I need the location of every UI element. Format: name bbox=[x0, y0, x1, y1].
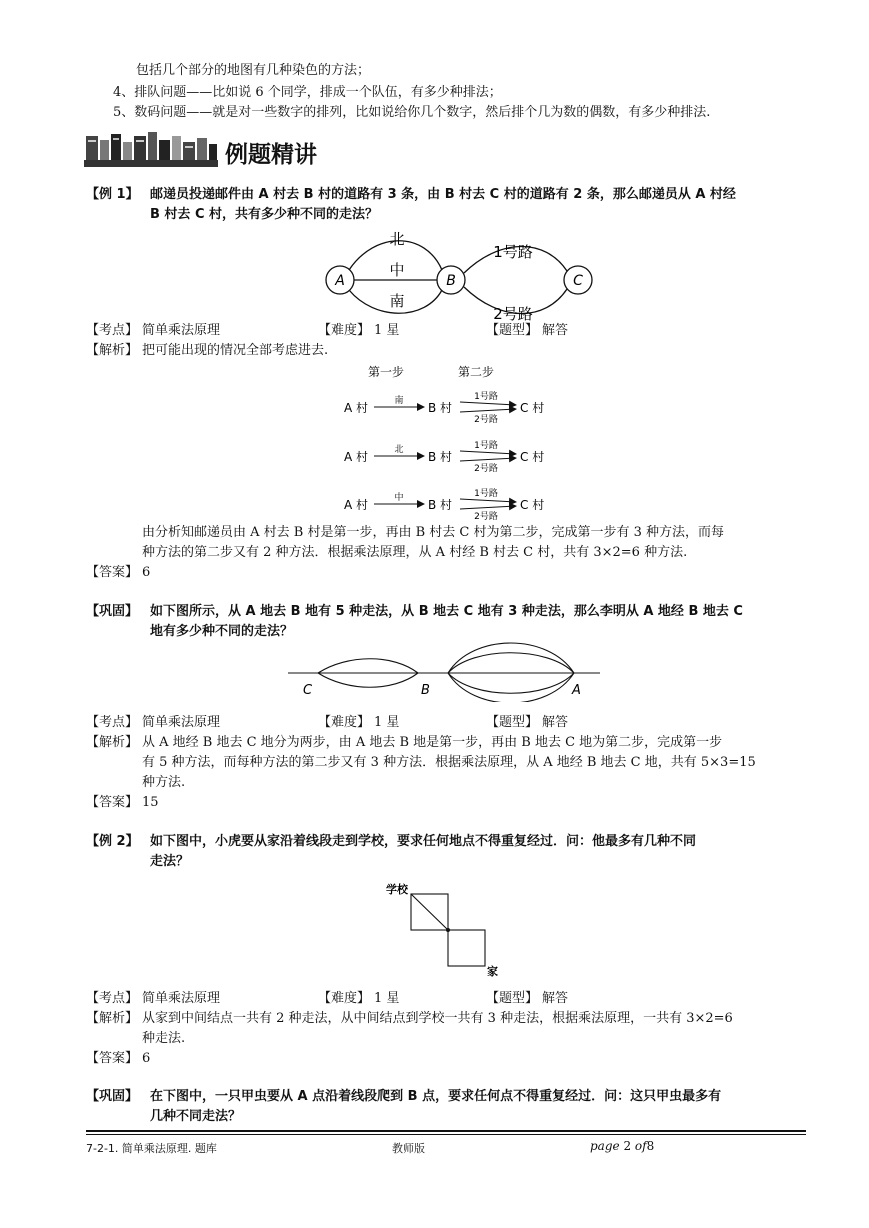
ex1-step-diagram bbox=[330, 360, 570, 520]
gg1-answer-value: 15 bbox=[142, 795, 159, 810]
ex1-question-line-2: B 村去 C 村，共有多少种不同的走法？ bbox=[150, 207, 379, 222]
step2-label: 第二步 bbox=[458, 365, 495, 379]
ex2-tag: 【例 2】 bbox=[86, 834, 139, 849]
ex2-question-line-1: 如下图中，小虎要从家沿着线段走到学校，要求任何地点不得重复经过．问：他最多有几种不同 bbox=[150, 834, 697, 849]
gg1-point-b: B bbox=[421, 683, 430, 698]
row3-b-village: B 村 bbox=[428, 498, 453, 512]
ex1-kaodian-key: 【考点】 bbox=[86, 323, 139, 338]
gg1-tag: 【巩固】 bbox=[86, 604, 139, 619]
books-icon bbox=[84, 130, 218, 168]
ex2-nandu-key: 【难度】 bbox=[318, 991, 371, 1006]
row3-c-village: C 村 bbox=[520, 498, 545, 512]
gg1-question-line-2: 地有多少种不同的走法？ bbox=[150, 624, 294, 639]
ex1-tixing-key: 【题型】 bbox=[486, 323, 539, 338]
footer-of-word: of bbox=[634, 1139, 647, 1153]
row2-road-north: 北 bbox=[394, 445, 404, 455]
gg1-point-c: C bbox=[303, 683, 313, 698]
ex1-answer-value: 6 bbox=[142, 565, 151, 580]
step-row-middle bbox=[344, 487, 544, 520]
footer-left: 7-2-1. 简单乘法原理. 题库 bbox=[86, 1142, 217, 1155]
row2-b-village: B 村 bbox=[428, 450, 453, 464]
row3-road-1: 1号路 bbox=[474, 489, 498, 499]
footer-center: 教师版 bbox=[392, 1142, 425, 1155]
ex1-analysis-line-1: 由分析知邮递员由 A 村去 B 村是第一步，再由 B 村去 C 村为第二步，完成第一步有 3 种方法，而每 bbox=[142, 525, 725, 540]
ex2-answer-key: 【答案】 bbox=[86, 1051, 139, 1066]
row2-c-village: C 村 bbox=[520, 450, 545, 464]
gg1-jiexi-key: 【解析】 bbox=[86, 735, 139, 750]
ex2-question-line-2: 走法？ bbox=[150, 854, 190, 869]
row1-road-2: 2号路 bbox=[474, 415, 498, 425]
ex2-jiexi-line-2: 种走法. bbox=[142, 1031, 186, 1046]
gg2-tag: 【巩固】 bbox=[86, 1089, 139, 1104]
ex1-route-diagram bbox=[315, 226, 615, 322]
gg1-kaodian-value: 简单乘法原理 bbox=[142, 715, 221, 730]
ex1-jiexi-key: 【解析】 bbox=[86, 343, 139, 358]
ex1-analysis-line-2: 种方法的第二步又有 2 种方法．根据乘法原理，从 A 村经 B 村去 C 村，共有 3×2=6 种方法. bbox=[142, 545, 688, 560]
gg1-jiexi-line-2: 有 5 种方法，而每种方法的第二步又有 3 种方法．根据乘法原理，从 A 地经 B 地去 C 地，共有 5×3=15 bbox=[142, 755, 756, 770]
footer-page-current: 2 bbox=[623, 1139, 632, 1153]
gg1-jiexi-line-1: 从 A 地经 B 地去 C 地分为两步，由 A 地去 B 地是第一步，再由 B 地去 C 地为第二步，完成第一步 bbox=[142, 735, 723, 750]
ex2-nandu-value: 1 星 bbox=[374, 991, 400, 1006]
row3-road-2: 2号路 bbox=[474, 512, 498, 520]
ex2-kaodian-key: 【考点】 bbox=[86, 991, 139, 1006]
road-north-label: 北 bbox=[389, 230, 405, 248]
ex1-nandu-value: 1 星 bbox=[374, 323, 400, 338]
gg1-tixing-value: 解答 bbox=[542, 715, 569, 730]
home-label: 家 bbox=[487, 965, 498, 978]
node-c-label: C bbox=[573, 273, 583, 289]
gg1-kaodian-key: 【考点】 bbox=[86, 715, 139, 730]
row1-b-village: B 村 bbox=[428, 401, 453, 415]
ex1-question-line-1: 邮递员投递邮件由 A 村去 B 村的道路有 3 条，由 B 村去 C 村的道路有 2 条，那么邮递员从 A 村经 bbox=[150, 187, 736, 202]
section-title: 例题精讲 bbox=[225, 142, 317, 168]
step-row-south bbox=[344, 390, 544, 425]
road-2-label: 2号路 bbox=[493, 305, 533, 322]
row3-a-village: A 村 bbox=[344, 498, 369, 512]
row2-road-2: 2号路 bbox=[474, 464, 498, 474]
road-south-label: 南 bbox=[389, 292, 405, 310]
road-1-label: 1号路 bbox=[493, 243, 533, 261]
intro-line-1: 包括几个部分的地图有几种染色的方法； bbox=[136, 63, 371, 78]
gg1-nandu-key: 【难度】 bbox=[318, 715, 371, 730]
gg2-question-line-1: 在下图中，一只甲虫要从 A 点沿着线段爬到 B 点，要求任何点不得重复经过．问：这只甲虫最多有 bbox=[150, 1089, 722, 1104]
ex1-tixing-value: 解答 bbox=[542, 323, 569, 338]
node-b-label: B bbox=[446, 273, 456, 289]
gg2-question-line-2: 几种不同走法？ bbox=[150, 1109, 242, 1124]
row1-c-village: C 村 bbox=[520, 401, 545, 415]
row1-a-village: A 村 bbox=[344, 401, 369, 415]
gg1-answer-key: 【答案】 bbox=[86, 795, 139, 810]
footer-rule-thin bbox=[86, 1134, 806, 1135]
ex1-kaodian-value: 简单乘法原理 bbox=[142, 323, 221, 338]
footer-page-total: 8 bbox=[646, 1139, 655, 1153]
ex1-jiexi-value: 把可能出现的情况全部考虑进去. bbox=[142, 343, 329, 358]
intro-line-2: 4、排队问题——比如说 6 个同学，排成一个队伍，有多少种排法； bbox=[113, 85, 502, 100]
ex2-path-diagram bbox=[380, 878, 510, 980]
ex1-nandu-key: 【难度】 bbox=[318, 323, 371, 338]
road-middle-label: 中 bbox=[389, 261, 405, 279]
node-a-label: A bbox=[335, 273, 345, 289]
gg1-question-line-1: 如下图所示，从 A 地去 B 地有 5 种走法，从 B 地去 C 地有 3 种走法，那么李明从 A 地经 B 地去 C bbox=[150, 604, 743, 619]
ex2-jiexi-key: 【解析】 bbox=[86, 1011, 139, 1026]
row1-road-1: 1号路 bbox=[474, 392, 498, 402]
ex2-kaodian-value: 简单乘法原理 bbox=[142, 991, 221, 1006]
ex1-tag: 【例 1】 bbox=[86, 187, 139, 202]
row2-road-1: 1号路 bbox=[474, 441, 498, 451]
row2-a-village: A 村 bbox=[344, 450, 369, 464]
row3-road-middle: 中 bbox=[394, 493, 404, 503]
ex2-jiexi-line-1: 从家到中间结点一共有 2 种走法，从中间结点到学校一共有 3 种走法，根据乘法原理，一共有 3×2=6 bbox=[142, 1011, 733, 1026]
footer-page-number bbox=[590, 1139, 654, 1153]
intro-line-3: 5、数码问题——就是对一些数字的排列，比如说给你几个数字，然后排个几为数的偶数，有多少种排法. bbox=[113, 105, 711, 120]
footer-page-word: page bbox=[590, 1139, 620, 1153]
ex2-answer-value: 6 bbox=[142, 1051, 151, 1066]
school-label: 学校 bbox=[386, 883, 408, 896]
gg1-jiexi-line-3: 种方法. bbox=[142, 775, 186, 790]
gg1-route-diagram bbox=[288, 640, 600, 702]
gg1-nandu-value: 1 星 bbox=[374, 715, 400, 730]
step-row-north bbox=[344, 439, 544, 474]
footer-rule-thick bbox=[86, 1130, 806, 1132]
step1-label: 第一步 bbox=[368, 365, 405, 379]
gg1-point-a: A bbox=[572, 683, 581, 698]
row1-road-south: 南 bbox=[394, 396, 404, 406]
gg1-tixing-key: 【题型】 bbox=[486, 715, 539, 730]
ex2-tixing-value: 解答 bbox=[542, 991, 569, 1006]
ex1-answer-key: 【答案】 bbox=[86, 565, 139, 580]
ex2-tixing-key: 【题型】 bbox=[486, 991, 539, 1006]
